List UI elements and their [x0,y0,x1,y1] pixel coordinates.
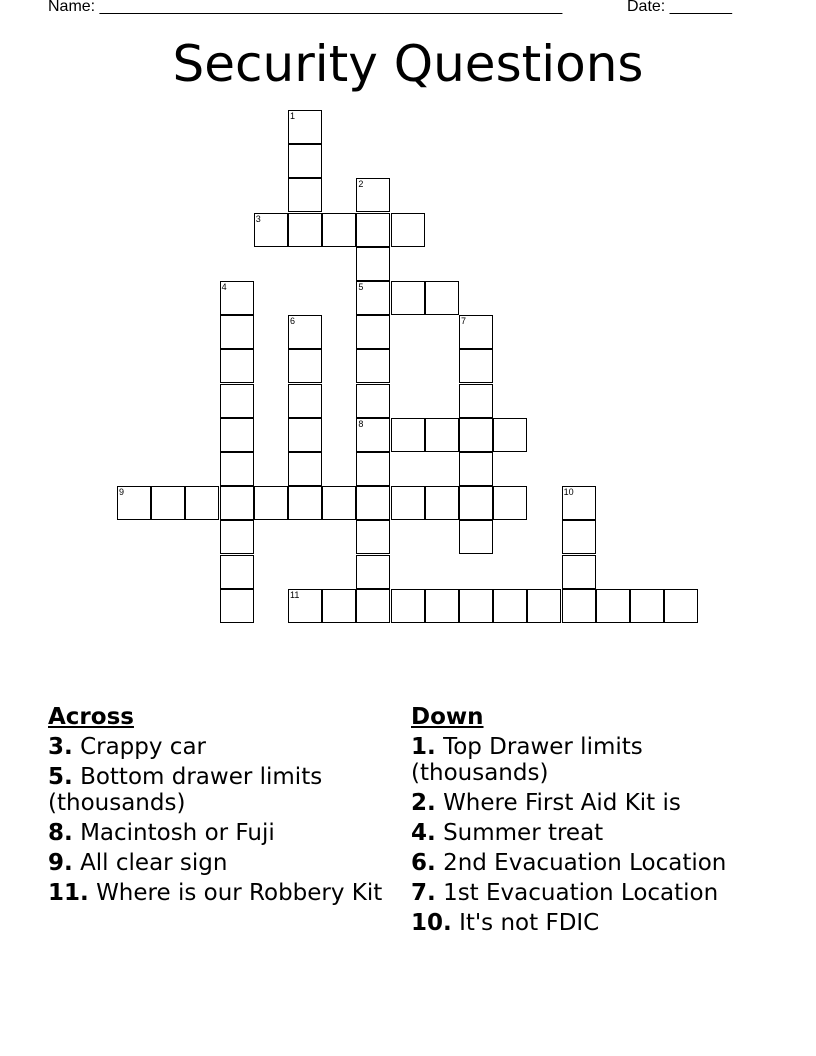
grid-cell[interactable] [288,178,322,212]
grid-cell[interactable] [322,213,356,247]
clue-across-11 [48,880,398,906]
grid-cell[interactable] [527,589,561,623]
clue-across-3 [48,734,398,760]
grid-cell[interactable] [391,589,425,623]
clue-text: It's not FDIC [459,910,600,936]
grid-cell[interactable] [356,418,390,452]
grid-cell[interactable] [220,315,254,349]
grid-cell[interactable] [356,349,390,383]
cell-number: 2 [358,179,364,190]
grid-cell[interactable] [356,384,390,418]
cell-number: 7 [461,316,467,327]
clue-number: 3. [48,734,73,760]
clue-number: 7. [411,880,436,906]
clue-down-10 [411,910,761,936]
grid-cell[interactable] [459,452,493,486]
grid-cell[interactable] [562,589,596,623]
clue-number: 11. [48,880,89,906]
clue-text: Bottom drawer limits (thousands) [48,764,323,816]
grid-cell[interactable] [220,486,254,520]
grid-cell[interactable] [220,349,254,383]
clue-number: 8. [48,820,73,846]
grid-cell[interactable] [288,315,322,349]
clue-text: Macintosh or Fuji [80,820,275,846]
clue-number: 6. [411,850,436,876]
cell-number: 6 [290,316,296,327]
clue-across-5 [48,764,398,816]
grid-cell[interactable] [356,178,390,212]
grid-cell[interactable] [493,418,527,452]
grid-cell[interactable] [288,110,322,144]
page-title: Security Questions [172,35,644,93]
grid-cell[interactable] [596,589,630,623]
grid-cell[interactable] [220,452,254,486]
grid-cell[interactable] [459,349,493,383]
grid-cell[interactable] [220,520,254,554]
grid-cell[interactable] [288,452,322,486]
grid-cell[interactable] [220,281,254,315]
grid-cell[interactable] [288,144,322,178]
grid-cell[interactable] [322,589,356,623]
down-heading: Down [411,704,484,730]
clue-down-4 [411,820,761,846]
grid-cell[interactable] [288,486,322,520]
grid-cell[interactable] [425,589,459,623]
clue-number: 1. [411,734,436,760]
grid-cell[interactable] [288,418,322,452]
grid-cell[interactable] [459,486,493,520]
grid-cell[interactable] [425,281,459,315]
grid-cell[interactable] [220,384,254,418]
across-heading: Across [48,704,134,730]
grid-cell[interactable] [356,520,390,554]
grid-cell[interactable] [493,589,527,623]
clue-text: All clear sign [80,850,228,876]
cell-number: 1 [290,111,296,121]
grid-cell[interactable] [391,486,425,520]
cell-number: 5 [358,282,364,292]
grid-cell[interactable] [391,418,425,452]
grid-cell[interactable] [459,384,493,418]
clue-text: Where First Aid Kit is [443,790,681,816]
cell-number: 9 [119,487,125,498]
grid-cell[interactable] [391,281,425,315]
grid-cell[interactable] [356,486,390,520]
clue-text: 1st Evacuation Location [443,880,719,906]
grid-cell[interactable] [459,520,493,554]
grid-cell[interactable] [356,247,390,281]
clue-down-2 [411,790,761,816]
grid-cell[interactable] [425,418,459,452]
clue-down-7 [411,880,761,906]
grid-cell[interactable] [220,589,254,623]
grid-cell[interactable] [493,486,527,520]
grid-cell[interactable] [220,418,254,452]
clue-number: 10. [411,910,452,936]
grid-cell[interactable] [356,589,390,623]
date-field: Date: _______ [627,0,732,15]
grid-cell[interactable] [288,384,322,418]
grid-cell[interactable] [459,589,493,623]
grid-cell[interactable] [356,452,390,486]
across-clues [48,702,398,910]
cell-number: 11 [290,589,300,600]
grid-cell[interactable] [562,555,596,589]
grid-cell[interactable] [356,315,390,349]
grid-cell[interactable] [185,486,219,520]
grid-cell[interactable] [288,349,322,383]
grid-cell[interactable] [288,213,322,247]
grid-cell[interactable] [356,555,390,589]
grid-cell[interactable] [664,589,698,623]
clue-across-8 [48,820,398,846]
clue-text: Top Drawer limits (thousands) [411,734,643,786]
clue-text: Crappy car [80,734,206,760]
clue-down-1 [411,734,761,786]
grid-cell[interactable] [630,589,664,623]
clue-text: Summer treat [443,820,604,846]
grid-cell[interactable] [288,589,322,623]
grid-cell[interactable] [562,486,596,520]
down-clues [411,702,761,940]
grid-cell[interactable] [151,486,185,520]
clue-number: 5. [48,764,73,790]
grid-cell[interactable] [562,520,596,554]
grid-cell[interactable] [459,315,493,349]
grid-cell[interactable] [220,555,254,589]
grid-cell[interactable] [391,213,425,247]
clue-number: 9. [48,850,73,876]
cell-number: 8 [358,418,364,429]
grid-cell[interactable] [117,486,151,520]
grid-cell[interactable] [322,486,356,520]
grid-cell[interactable] [425,486,459,520]
cell-number: 4 [221,282,227,292]
clue-text: Where is our Robbery Kit [96,880,383,906]
grid-cell[interactable] [459,418,493,452]
name-field: Name: ____________________________________________________ [48,0,563,15]
clue-number: 2. [411,790,436,816]
clue-number: 4. [411,820,436,846]
grid-cell[interactable] [356,281,390,315]
grid-cell[interactable] [254,486,288,520]
clue-down-6 [411,850,761,876]
grid-cell[interactable] [356,213,390,247]
grid-cell[interactable] [254,213,288,247]
cell-number: 10 [563,487,574,498]
cell-number: 3 [255,213,261,224]
clue-text: 2nd Evacuation Location [443,850,727,876]
clue-across-9 [48,850,398,876]
